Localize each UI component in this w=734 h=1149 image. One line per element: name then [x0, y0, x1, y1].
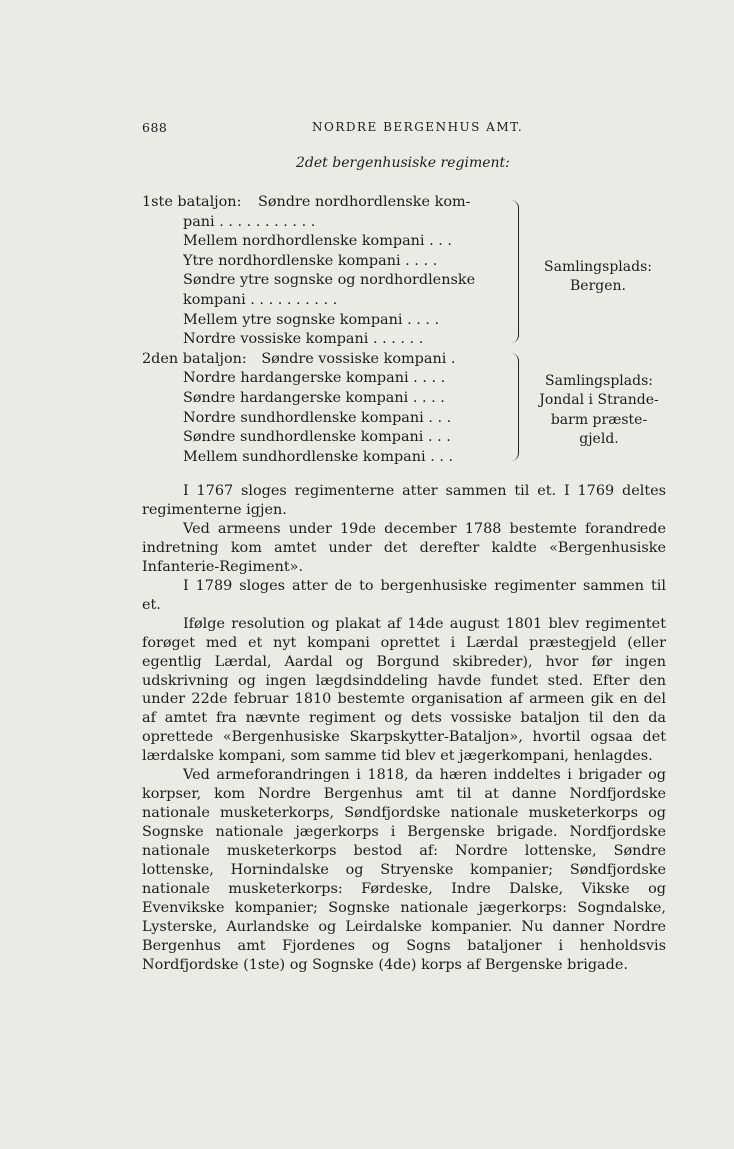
assembly-line: Jondal i Strande- [539, 392, 659, 409]
roster-line [142, 193, 522, 213]
assembly-line: Samlingsplads: [545, 373, 653, 389]
page-number: 688 [142, 120, 168, 135]
paragraph: I 1789 sloges atter de to bergenhusiske regimenter sammen til et. [142, 577, 666, 613]
roster-line: Søndre hardangerske kompani . . . . [183, 389, 445, 406]
roster-line: Søndre sundhordlenske kompani . . . [183, 429, 451, 446]
roster-line: Nordre sundhordlenske kompani . . . [183, 409, 452, 426]
paragraph: Ifølge resolution og plakat af 14de august 1801 blev regimentet forøget med et nyt kompani oprettet i Lærdal præstegjeld (eller egentlig Lærdal, Aardal og Borgund skibreder), hvor før ingen udskrivning og ingen lægdsinddeling havde fundet sted. Efter den under 22de februar 1810 bestemte organisation af armeen gik en del af amtet fra nævnte regiment og dets vossiske bataljon til den da oprettede «Bergenhusiske Skarpskytter-Bataljon», hvortil ogsaa det lærdalske kompani, som samme tid blev et jægerkompani, henlagdes. [142, 615, 666, 765]
roster-line: Mellem ytre sognske kompani . . . . [183, 311, 440, 328]
brace-battalion-1 [510, 200, 519, 343]
roster-line: Nordre vossiske kompani . . . . . . [183, 331, 424, 348]
assembly-line: Samlingsplads: [544, 259, 652, 275]
page-header [142, 120, 666, 140]
roster-line-text: Søndre vossiske kompani . [261, 350, 456, 367]
roster-line: Mellem nordhordlenske kompani . . . [183, 233, 452, 250]
roster-line: kompani . . . . . . . . . . [183, 291, 338, 308]
roster-line-text: Søndre nordhordlenske kom- [258, 194, 471, 210]
roster-line: Søndre ytre sognske og nordhordlenske [183, 272, 476, 289]
body-text [142, 482, 666, 975]
roster-line: Mellem sundhordlenske kompani . . . [183, 448, 454, 465]
roster-line: Nordre hardangerske kompani . . . . [183, 370, 446, 387]
roster-line: pani . . . . . . . . . . . [183, 213, 316, 230]
roster-line [142, 350, 522, 370]
assembly-line: gjeld. [579, 431, 619, 448]
battalion-1-label: 1ste bataljon: [142, 194, 242, 210]
assembly-place-2 [524, 372, 674, 450]
assembly-place-1 [528, 258, 668, 297]
section-subtitle: 2det bergenhusiske regiment: [296, 155, 510, 171]
roster-line: Ytre nordhordlenske kompani . . . . [183, 252, 438, 269]
paragraph: I 1767 sloges regimenterne atter sammen til et. I 1769 deltes regimenterne igjen. [142, 483, 666, 518]
brace-battalion-2 [510, 353, 519, 461]
assembly-line: barm præste- [550, 411, 648, 428]
paragraph: Ved armeens under 19de december 1788 bestemte forandrede indretning kom amtet under det derefter kaldte «Bergenhusiske Infanterie-Regiment». [142, 520, 666, 575]
running-head: NORDRE BERGENHUS AMT. [312, 120, 524, 134]
assembly-line: Bergen. [570, 278, 626, 295]
paragraph: Ved armeforandringen i 1818, da hæren inddeltes i brigader og korpser, kom Nordre Bergenhus amt til at danne Nordfjordske nationale musketerkorps, Søndfjordske nationale musketerkorps og Sognske nationale jægerkorps i Bergenske brigade. Nordfjordske nationale musketerkorps bestod af: Nordre lottenske, Søndre lottenske, Hornindalske og Stryenske kompanier; Søndfjordske nationale musketerkorps: Førdeske, Indre Dalske, Vikske og Evenvikske kompanier; Sognske nationale jægerkorps: Sogndalske, Lysterske, Aurlandske og Leirdalske kompanier. Nu danner Nordre Bergenhus amt Fjordenes og Sogns bataljoner i henholdsvis Nordfjordske (1ste) og Sognske (4de) korps af Bergenske brigade. [142, 767, 666, 973]
company-roster [142, 193, 522, 467]
battalion-2-label: 2den bataljon: [142, 350, 247, 367]
